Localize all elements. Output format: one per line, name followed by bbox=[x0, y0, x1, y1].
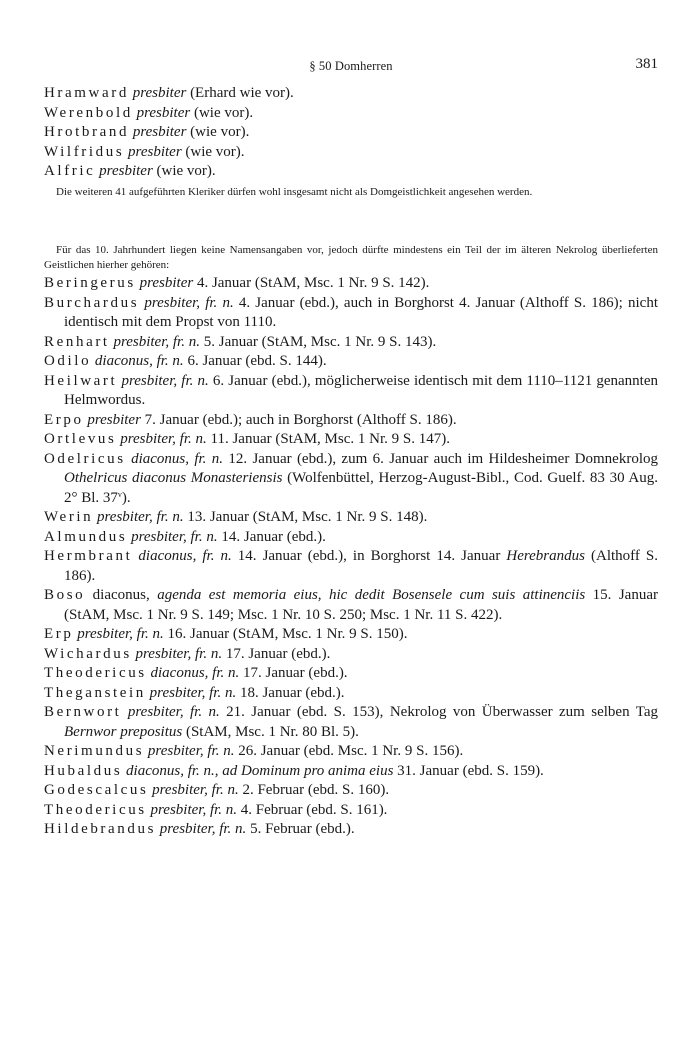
entry-role: presbiter bbox=[128, 143, 182, 160]
entry-text: 16. Januar (StAM, Msc. 1 Nr. 9 S. 150). bbox=[163, 626, 408, 642]
entry-text: 17. Januar (ebd.). bbox=[239, 665, 348, 681]
editorial-note: Für das 10. Jahrhundert liegen keine Namensangaben vor, jedoch dürfte mindestens ein Teil der im älteren Nekrolog überlieferten Geistlichen hierher gehören: bbox=[44, 244, 658, 271]
entry-role: presbiter, fr. n. bbox=[135, 645, 223, 662]
entry-role: diaconus, fr. n. bbox=[150, 665, 240, 681]
register-entry bbox=[44, 143, 658, 163]
running-title: § 50 Domherren bbox=[309, 59, 393, 73]
entry-name: Godescalcus bbox=[44, 782, 149, 798]
entry-role: diaconus, fr. n. bbox=[131, 450, 224, 467]
entry-text: 12. Januar (ebd.), zum 6. Januar auch im Hildesheimer Domnekrolog bbox=[223, 450, 658, 467]
register-entry bbox=[44, 411, 658, 431]
entry-quote: Bernwor prepositus bbox=[64, 723, 183, 740]
register-entry bbox=[44, 684, 658, 704]
entry-text-end: ). bbox=[121, 489, 131, 506]
entry-text: 18. Januar (ebd.). bbox=[236, 684, 345, 701]
register-entry bbox=[44, 162, 658, 182]
entry-role: presbiter bbox=[132, 85, 187, 101]
entry-role: presbiter, fr. n. bbox=[113, 333, 200, 350]
entry-name: Bernwort bbox=[44, 704, 122, 720]
entry-name: Ortlevus bbox=[44, 431, 117, 447]
entry-text: (wie vor). bbox=[186, 124, 250, 140]
entry-role: diaconus, fr. n. bbox=[94, 353, 184, 369]
entry-role: presbiter, fr. n. bbox=[131, 528, 218, 545]
entry-role: presbiter, fr. n. bbox=[77, 626, 164, 642]
entry-text: (wie vor). bbox=[152, 163, 216, 179]
entry-role: diaconus, fr. n., ad Dominum pro anima eius bbox=[126, 762, 394, 779]
entry-text: 2. Februar (ebd. S. 160). bbox=[238, 782, 390, 798]
entry-name: Renhart bbox=[44, 333, 110, 350]
entry-role: presbiter bbox=[132, 124, 187, 140]
entry-name: Odilo bbox=[44, 353, 92, 369]
register-entry bbox=[44, 762, 658, 782]
entry-name: Beringerus bbox=[44, 275, 136, 291]
entry-pre: diaconus, bbox=[85, 587, 158, 603]
entry-text: 21. Januar (ebd. S. 153), Nekrolog von Überwasser zum selben Tag bbox=[219, 704, 658, 720]
entry-quote: Othelricus diaconus Monasteriensis bbox=[64, 470, 283, 486]
register-entry bbox=[44, 333, 658, 353]
entry-text: 31. Januar (ebd. S. 159). bbox=[393, 762, 544, 779]
entry-text: 6. Januar (ebd. S. 144). bbox=[183, 353, 327, 369]
register-entry bbox=[44, 84, 658, 104]
entry-quote: Herebrandus bbox=[506, 548, 585, 564]
register-entry bbox=[44, 645, 658, 665]
entry-role: presbiter, fr. n. bbox=[144, 294, 234, 311]
register-entry bbox=[44, 820, 658, 840]
register-entry bbox=[44, 703, 658, 742]
entry-text: 4. Januar (StAM, Msc. 1 Nr. 9 S. 142). bbox=[193, 275, 430, 291]
entry-text-cont: (StAM, Msc. 1 Nr. 80 Bl. 5). bbox=[182, 723, 359, 740]
entry-name: Erpo bbox=[44, 411, 84, 428]
entry-role: presbiter, fr. n. bbox=[127, 704, 220, 720]
entry-text-cont: (Althoff S. 186). bbox=[64, 548, 659, 584]
register-entry bbox=[44, 742, 658, 762]
entry-text: 4. Februar (ebd. S. 161). bbox=[237, 801, 388, 818]
entry-text: 14. Januar (ebd.). bbox=[217, 528, 326, 545]
entry-name: Theodericus bbox=[44, 801, 147, 818]
register-entry bbox=[44, 547, 658, 586]
entry-name: Hubaldus bbox=[44, 762, 123, 779]
entry-name: Theganstein bbox=[44, 684, 146, 701]
entry-text: 14. Januar (ebd.), in Borghorst 14. Januar bbox=[231, 548, 507, 564]
entry-role: presbiter, fr. n. bbox=[159, 821, 247, 837]
entry-text: 5. Januar (StAM, Msc. 1 Nr. 9 S. 143). bbox=[199, 333, 437, 350]
entry-name: Hildebrandus bbox=[44, 821, 157, 837]
entry-role: presbiter, fr. n. bbox=[147, 743, 235, 759]
entry-text: 7. Januar (ebd.); auch in Borghorst (Althoff S. 186). bbox=[140, 411, 457, 428]
entry-role: presbiter, fr. n. bbox=[121, 372, 209, 389]
entry-role: presbiter bbox=[139, 275, 194, 291]
entry-text: (wie vor). bbox=[181, 143, 245, 160]
entry-role: presbiter bbox=[136, 104, 191, 121]
entry-name: Boso bbox=[44, 587, 86, 603]
register-entry bbox=[44, 430, 658, 450]
register-entry bbox=[44, 508, 658, 528]
register-entry bbox=[44, 274, 658, 294]
entry-role: presbiter bbox=[99, 163, 153, 179]
entry-role: presbiter, fr. n. bbox=[152, 782, 239, 798]
entry-name: Wilfridus bbox=[44, 143, 125, 160]
register-entry bbox=[44, 294, 658, 333]
entry-text: (wie vor). bbox=[190, 104, 254, 121]
entry-text-cont: (Wolfenbüttel, Herzog-August-Bibl., Cod. Guelf. 83 30 Aug. 2° Bl. 37 bbox=[64, 470, 659, 506]
register-entry bbox=[44, 450, 658, 509]
entry-name: Hermbrant bbox=[44, 548, 133, 564]
entry-text: 5. Februar (ebd.). bbox=[246, 821, 355, 837]
register-entry bbox=[44, 664, 658, 684]
editorial-note: Die weiteren 41 aufgeführten Kleriker dürfen wohl insgesamt nicht als Domgeistlichkeit angesehen werden. bbox=[56, 185, 533, 198]
entry-role: presbiter, fr. n. bbox=[97, 509, 184, 525]
entry-name: Nerimundus bbox=[44, 743, 145, 759]
entry-name: Odelricus bbox=[44, 450, 126, 467]
entry-block-earlier bbox=[44, 84, 658, 200]
entry-role: presbiter, fr. n. bbox=[150, 801, 238, 818]
entry-role: presbiter bbox=[87, 411, 141, 428]
register-entry bbox=[44, 625, 658, 645]
register-entry bbox=[44, 372, 658, 411]
entry-text: 13. Januar (StAM, Msc. 1 Nr. 9 S. 148). bbox=[183, 509, 428, 525]
entry-superscript: v bbox=[117, 489, 122, 499]
entry-name: Heilwart bbox=[44, 372, 118, 389]
register-entry bbox=[44, 352, 658, 372]
entry-name: Werin bbox=[44, 509, 94, 525]
entry-name: Wichardus bbox=[44, 645, 132, 662]
entry-role: presbiter, fr. n. bbox=[120, 431, 207, 447]
entry-name: Burchardus bbox=[44, 294, 140, 311]
entry-text: 11. Januar (StAM, Msc. 1 Nr. 9 S. 147). bbox=[206, 431, 450, 447]
entry-name: Hramward bbox=[44, 85, 129, 101]
entry-text: 6. Januar (ebd.), möglicherweise identisch mit dem 1110–1121 genannten Helmwordus. bbox=[64, 372, 659, 408]
entry-block-tenth-century bbox=[44, 243, 658, 840]
entry-role: diaconus, fr. n. bbox=[138, 548, 232, 564]
entry-text: 26. Januar (ebd. Msc. 1 Nr. 9 S. 156). bbox=[234, 743, 464, 759]
entry-name: Werenbold bbox=[44, 104, 133, 121]
register-entry bbox=[44, 104, 658, 124]
running-head bbox=[44, 56, 658, 76]
entry-name: Hrotbrand bbox=[44, 124, 130, 140]
register-entry bbox=[44, 123, 658, 143]
entry-text: 4. Januar (ebd.), auch in Borghorst 4. Januar (Althoff S. 186); nicht identisch mit dem Propst von 1110. bbox=[64, 294, 658, 330]
entry-name: Almundus bbox=[44, 528, 128, 545]
entry-name: Theodericus bbox=[44, 665, 147, 681]
entry-text: (Erhard wie vor). bbox=[186, 85, 294, 101]
register-entry bbox=[44, 801, 658, 821]
entry-text: 15. Januar (StAM, Msc. 1 Nr. 9 S. 149; Msc. 1 Nr. 10 S. 250; Msc. 1 Nr. 11 S. 422). bbox=[64, 587, 658, 623]
page-number: 381 bbox=[635, 56, 658, 72]
entry-text: 17. Januar (ebd.). bbox=[222, 645, 331, 662]
entry-name: Alfric bbox=[44, 163, 96, 179]
register-entry bbox=[44, 586, 658, 625]
register-entry bbox=[44, 528, 658, 548]
entry-role: presbiter, fr. n. bbox=[149, 684, 237, 701]
entry-role: agenda est memoria eius, hic dedit Bosensele cum suis attinenciis bbox=[157, 587, 586, 603]
entry-name: Erp bbox=[44, 626, 74, 642]
register-entry bbox=[44, 781, 658, 801]
